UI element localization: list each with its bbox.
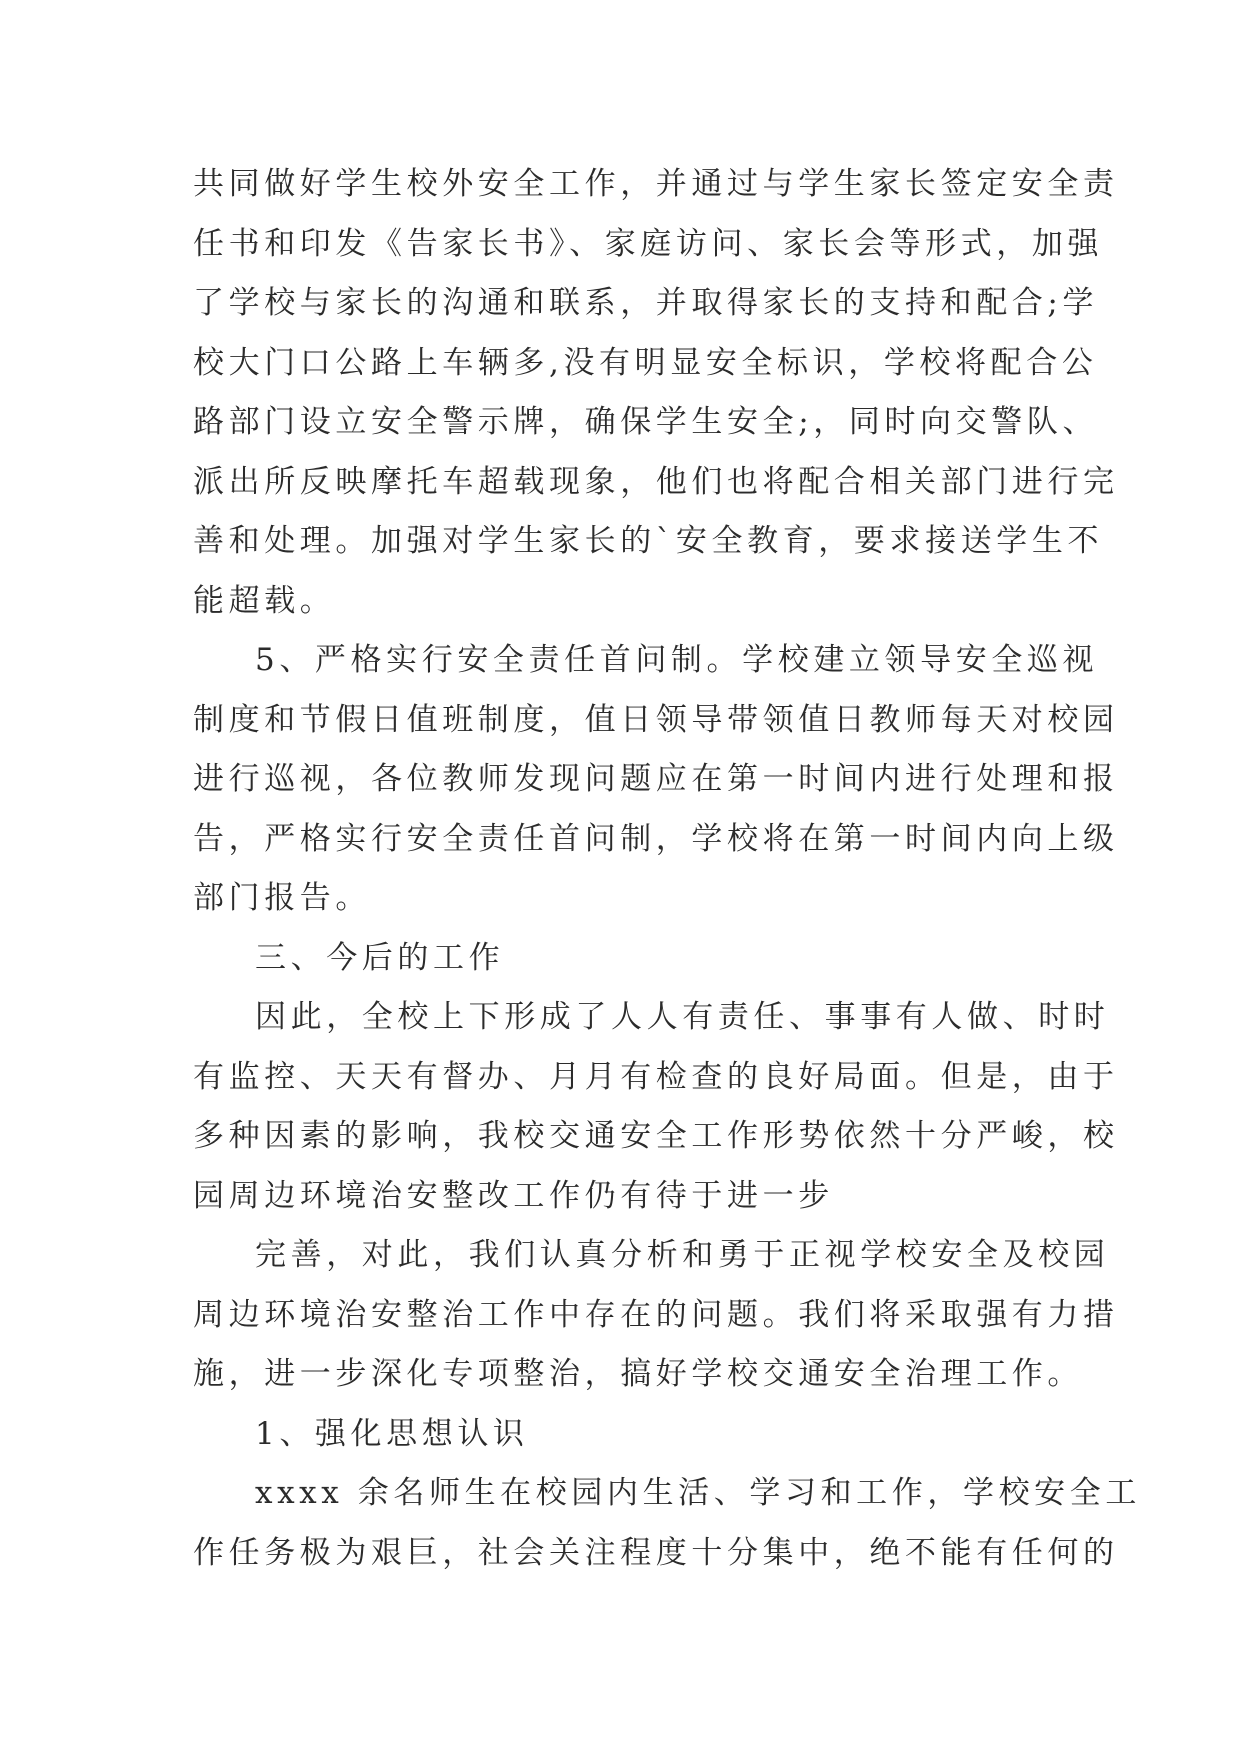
paragraph-start-line: xxxx 余名师生在校园内生活、学习和工作，学校安全工 <box>255 1475 1141 1511</box>
text-line: 善和处理。加强对学生家长的`安全教育，要求接送学生不 <box>193 523 1104 559</box>
text-line: 作任务极为艰巨，社会关注程度十分集中，绝不能有任何的 <box>193 1534 1119 1571</box>
paragraph-start-line: 完善，对此，我们认真分析和勇于正视学校安全及校园 <box>255 1237 1110 1273</box>
text-line: 派出所反映摩托车超载现象，他们也将配合相关部门进行完 <box>193 463 1119 500</box>
text-line: 有监控、天天有督办、月月有检查的良好局面。但是，由于 <box>193 1058 1119 1095</box>
section-heading: 三、今后的工作 <box>255 939 505 976</box>
paragraph-start-line: 因此，全校上下形成了人人有责任、事事有人做、时时 <box>255 999 1110 1035</box>
text-line: 任书和印发《告家长书》、家庭访问、家长会等形式，加强 <box>193 225 1104 262</box>
paragraph-start-line: 5、严格实行安全责任首问制。学校建立领导安全巡视 <box>255 642 1099 678</box>
document-body <box>193 155 1141 1583</box>
text-line: 制度和节假日值班制度，值日领导带领值日教师每天对校园 <box>193 701 1119 738</box>
text-line: 进行巡视，各位教师发现问题应在第一时间内进行处理和报 <box>193 761 1119 797</box>
text-line: 了学校与家长的沟通和联系，并取得家长的支持和配合;学 <box>193 285 1099 321</box>
text-line: 共同做好学生校外安全工作，并通过与学生家长签定安全责 <box>193 166 1119 202</box>
text-line: 园周边环境治安整改工作仍有待于进一步 <box>193 1177 834 1214</box>
text-line: 部门报告。 <box>193 880 371 916</box>
text-line: 周边环境治安整治工作中存在的问题。我们将采取强有力措 <box>193 1296 1119 1333</box>
subsection-heading: 1、强化思想认识 <box>255 1415 529 1452</box>
text-line: 路部门设立安全警示牌，确保学生安全;，同时向交警队、 <box>193 404 1099 440</box>
text-line: 施，进一步深化专项整治，搞好学校交通安全治理工作。 <box>193 1356 1083 1392</box>
text-line: 多种因素的影响，我校交通安全工作形势依然十分严峻，校 <box>193 1118 1119 1154</box>
text-line: 校大门口公路上车辆多,没有明显安全标识，学校将配合公 <box>193 344 1098 381</box>
text-line: 告，严格实行安全责任首问制，学校将在第一时间内向上级 <box>193 820 1119 857</box>
text-line: 能超载。 <box>193 582 336 619</box>
